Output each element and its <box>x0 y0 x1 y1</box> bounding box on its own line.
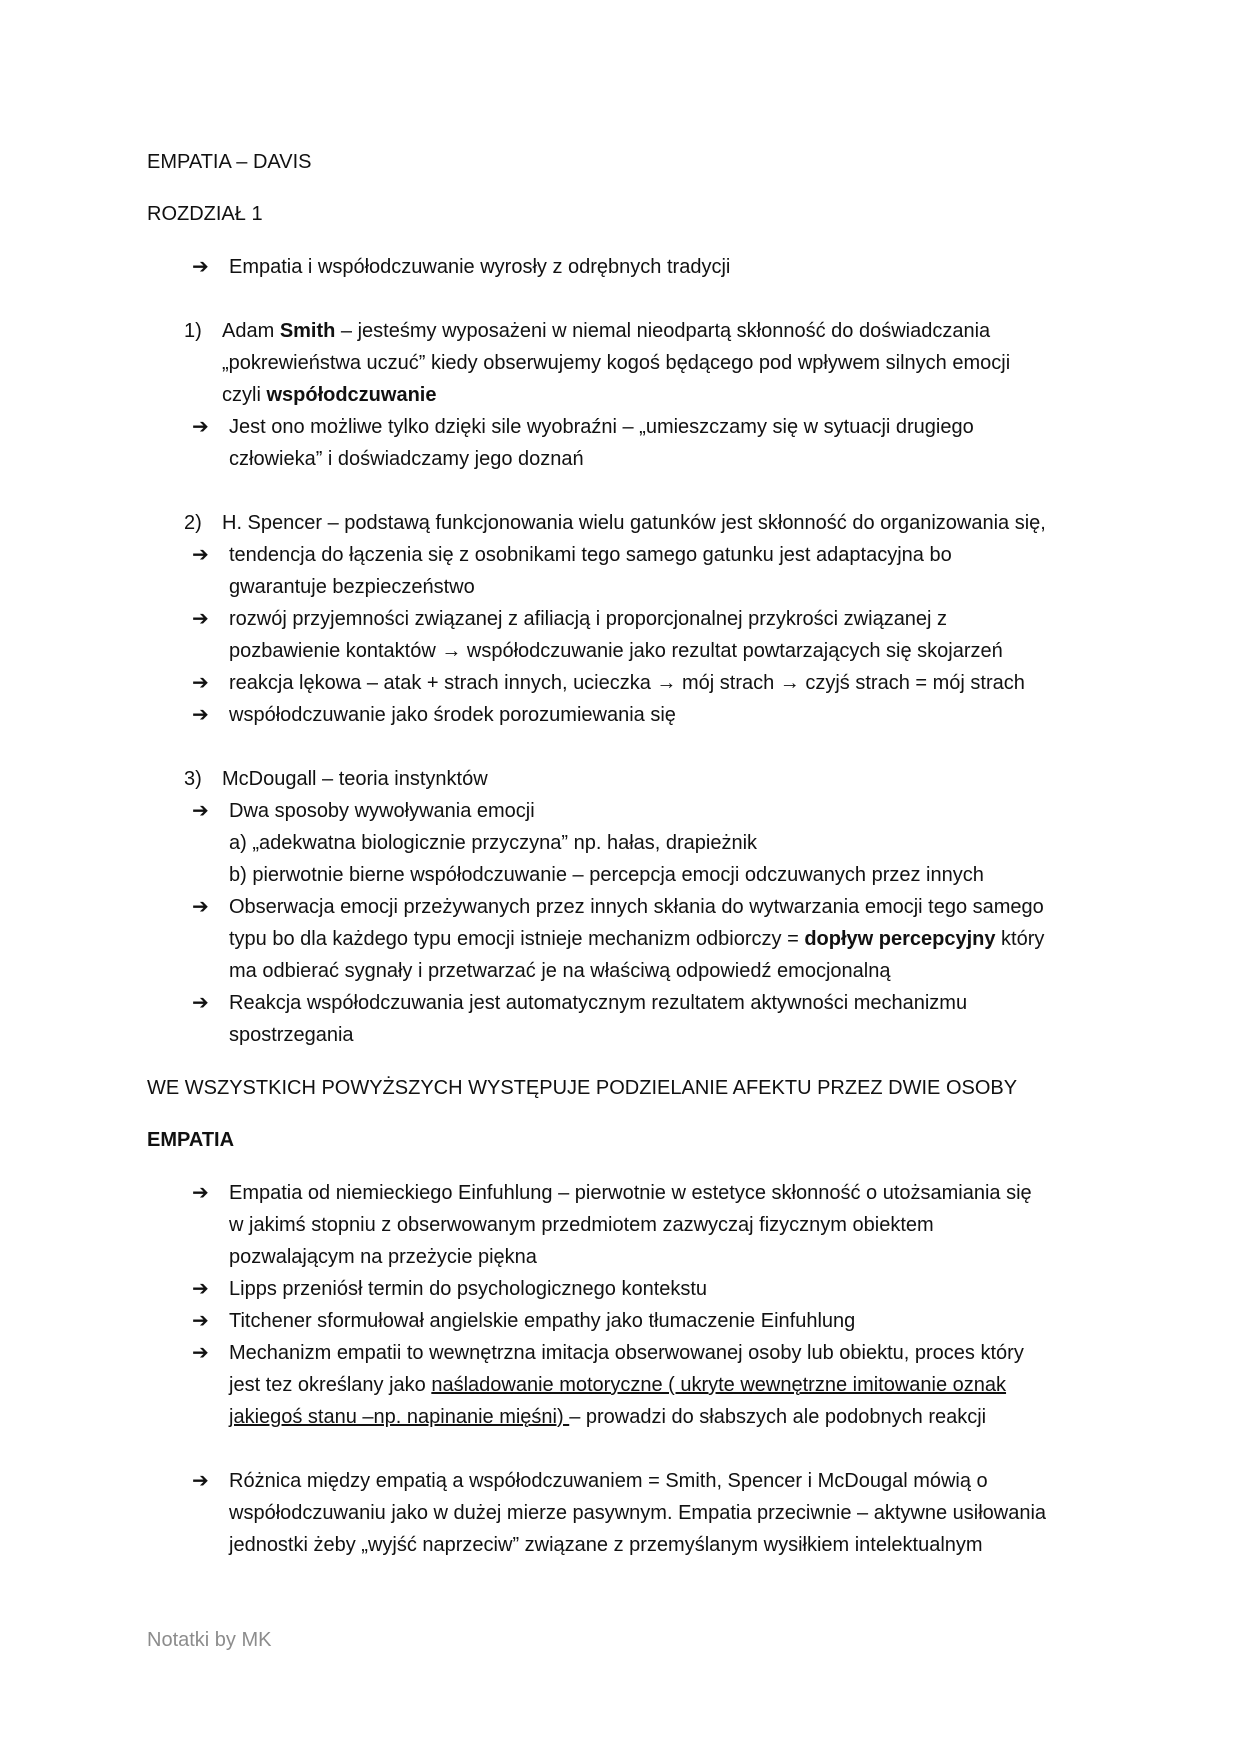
point-text: Adam Smith – jesteśmy wyposażeni w niemal nieodpartą skłonność do doświadczania <box>222 320 991 342</box>
bullet-text: Mechanizm empatii to wewnętrzna imitacja obserwowanej osoby lub obiektu, proces który <box>229 1342 1024 1364</box>
section-heading: EMPATIA <box>147 1129 235 1151</box>
arrow-right-icon: ➔ <box>192 416 209 438</box>
point-text: McDougall – teoria instynktów <box>222 768 488 790</box>
list-number: 3) <box>184 768 202 790</box>
bullet-text: ma odbierać sygnały i przetwarzać je na właściwą odpowiedź emocjonalną <box>229 960 891 982</box>
arrow-right-icon: ➔ <box>192 1310 209 1332</box>
point-text: „pokrewieństwa uczuć” kiedy obserwujemy kogoś będącego pod wpływem silnych emocji <box>222 352 1011 374</box>
arrow-right-icon: ➔ <box>192 800 209 822</box>
bullet-text: jest tez określany jako naśladowanie motoryczne ( ukryte wewnętrzne imitowanie oznak <box>229 1374 1007 1396</box>
bullet-text: Lipps przeniósł termin do psychologicznego kontekstu <box>229 1278 708 1300</box>
arrow-right-icon: ➔ <box>192 544 209 566</box>
bullet-text: Titchener sformułował angielskie empathy jako tłumaczenie Einfuhlung <box>229 1310 856 1332</box>
bullet-text: Dwa sposoby wywoływania emocji <box>229 800 535 822</box>
bullet-text: spostrzegania <box>229 1024 354 1046</box>
arrow-right-icon: ➔ <box>192 672 209 694</box>
document-title: EMPATIA – DAVIS <box>147 151 312 173</box>
bullet-text: a) „adekwatna biologicznie przyczyna” np. hałas, drapieżnik <box>229 832 758 854</box>
arrow-right-icon: ➔ <box>192 992 209 1014</box>
bullet-text: rozwój przyjemności związanej z afiliacją i proporcjonalnej przykrości związanej z <box>229 608 948 630</box>
bullet-text: pozbawienie kontaktów → współodczuwanie jako rezultat powtarzających się skojarzeń <box>229 640 1003 662</box>
point-text: H. Spencer – podstawą funkcjonowania wielu gatunków jest skłonność do organizowania się, <box>222 512 1046 534</box>
bullet-text: Empatia i współodczuwanie wyrosły z odrębnych tradycji <box>229 256 731 278</box>
arrow-right-icon: ➔ <box>192 608 209 630</box>
bullet-text: gwarantuje bezpieczeństwo <box>229 576 475 598</box>
bullet-text: Empatia od niemieckiego Einfuhlung – pierwotnie w estetyce skłonność o utożsamiania się <box>229 1182 1032 1204</box>
bullet-text: współodczuwaniu jako w dużej mierze pasywnym. Empatia przeciwnie – aktywne usiłowania <box>229 1502 1047 1524</box>
summary-text: WE WSZYSTKICH POWYŻSZYCH WYSTĘPUJE PODZIELANIE AFEKTU PRZEZ DWIE OSOBY <box>147 1077 1018 1099</box>
bullet-text: jednostki żeby „wyjść naprzeciw” związane z przemyślanym wysiłkiem intelektualnym <box>229 1534 983 1556</box>
footer-text: Notatki by MK <box>147 1629 272 1651</box>
bullet-text: reakcja lękowa – atak + strach innych, ucieczka → mój strach → czyjś strach = mój strach <box>229 672 1025 694</box>
bullet-text: współodczuwanie jako środek porozumiewania się <box>229 704 676 726</box>
bullet-text: w jakimś stopniu z obserwowanym przedmiotem zazwyczaj fizycznym obiektem <box>229 1214 934 1236</box>
chapter-heading: ROZDZIAŁ 1 <box>147 203 263 225</box>
list-number: 2) <box>184 512 202 534</box>
bullet-text: pozwalającym na przeżycie piękna <box>229 1246 537 1268</box>
bullet-text: jakiegoś stanu –np. napinanie mięśni) – prowadzi do słabszych ale podobnych reakcji <box>229 1406 987 1428</box>
bullet-text: tendencja do łączenia się z osobnikami tego samego gatunku jest adaptacyjna bo <box>229 544 952 566</box>
arrow-right-icon: ➔ <box>192 704 209 726</box>
arrow-right-icon: ➔ <box>192 1470 209 1492</box>
bullet-text: Reakcja współodczuwania jest automatycznym rezultatem aktywności mechanizmu <box>229 992 968 1014</box>
list-number: 1) <box>184 320 202 342</box>
arrow-right-icon: ➔ <box>192 1342 209 1364</box>
bullet-text: Jest ono możliwe tylko dzięki sile wyobraźni – „umieszczamy się w sytuacji drugiego <box>229 416 974 438</box>
bullet-text: typu bo dla każdego typu emocji istnieje mechanizm odbiorczy = dopływ percepcyjny który <box>229 928 1045 950</box>
bullet-text: Różnica między empatią a współodczuwaniem = Smith, Spencer i McDougal mówią o <box>229 1470 988 1492</box>
bullet-text: Obserwacja emocji przeżywanych przez innych skłania do wytwarzania emocji tego samego <box>229 896 1044 918</box>
arrow-right-icon: ➔ <box>192 1278 209 1300</box>
arrow-right-icon: ➔ <box>192 1182 209 1204</box>
point-text: czyli współodczuwanie <box>222 384 437 406</box>
bullet-text: człowieka” i doświadczamy jego doznań <box>229 448 584 470</box>
arrow-right-icon: ➔ <box>192 256 209 278</box>
arrow-right-icon: ➔ <box>192 896 209 918</box>
bullet-text: b) pierwotnie bierne współodczuwanie – percepcja emocji odczuwanych przez innych <box>229 864 984 886</box>
